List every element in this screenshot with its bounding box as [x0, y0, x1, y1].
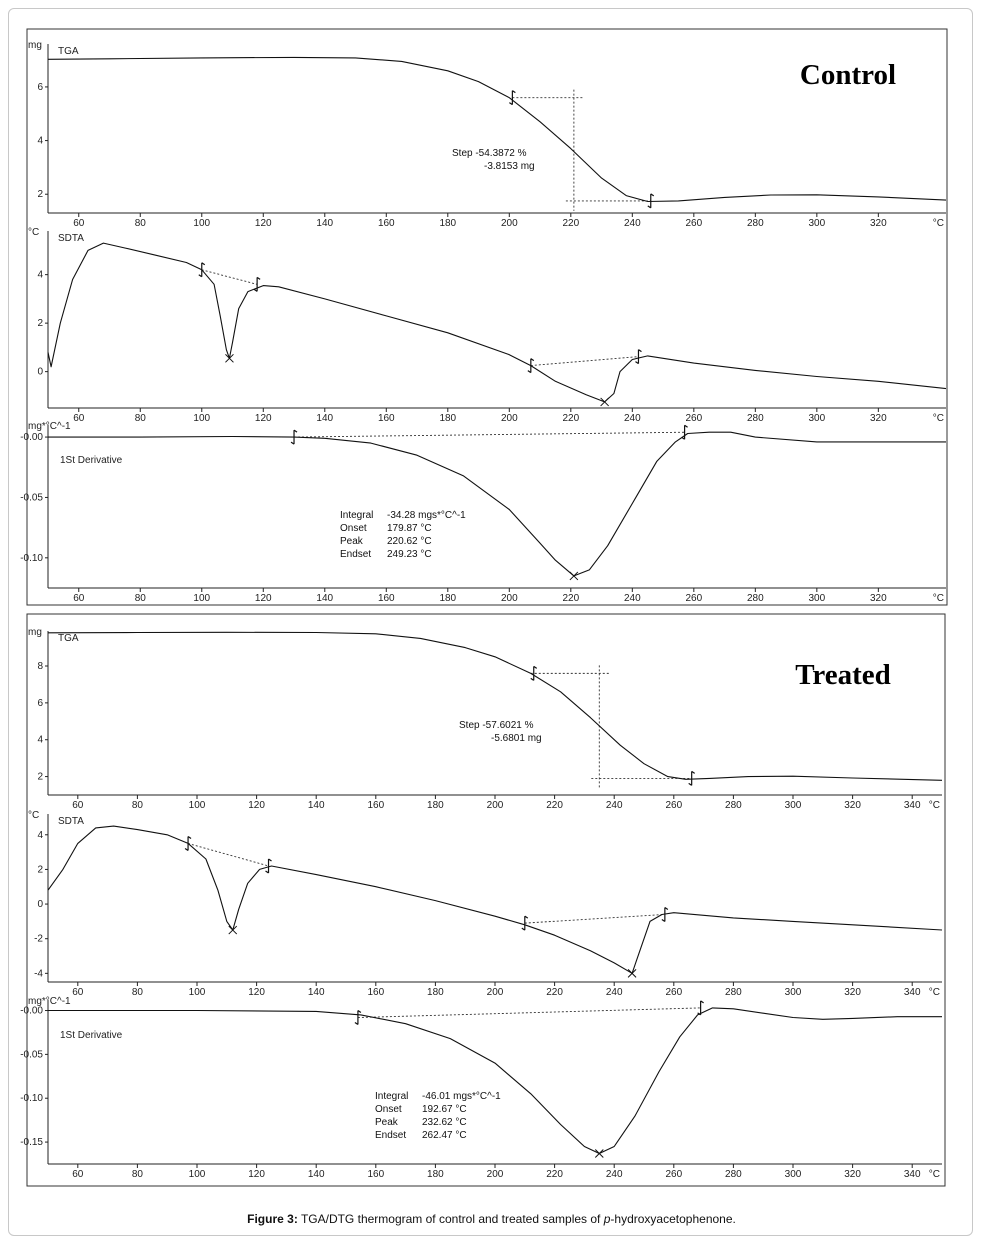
sdta-x-tick-label: 300	[784, 987, 802, 998]
tga-y-unit: mg	[28, 627, 42, 638]
caption-text: TGA/DTG thermogram of control and treated samples of	[300, 1212, 604, 1226]
figure-caption	[0, 1212, 983, 1226]
deriv-x-tick-label: 260	[685, 593, 703, 604]
sdta-x-tick-label: 60	[72, 987, 84, 998]
tga-x-tick-label: 300	[808, 218, 826, 229]
sdta-x-tick-label: 180	[427, 987, 444, 998]
sdta-y-tick-label: 0	[37, 366, 43, 378]
tga-x-tick-label: 220	[562, 218, 580, 229]
tga-panel-label: TGA	[58, 46, 79, 57]
tga-x-tick-label: 140	[316, 218, 334, 229]
caption-label: Figure 3:	[247, 1212, 298, 1226]
deriv-x-tick-label: 300	[784, 1169, 802, 1180]
deriv-annotation-label: Onset	[340, 523, 367, 534]
sdta-series-line	[48, 826, 942, 973]
deriv-annotation-value: -34.28 mgs*°C^-1	[387, 510, 466, 521]
sdta-limit-marker	[185, 836, 191, 850]
tga-y-tick-label: 6	[37, 81, 43, 93]
sdta-x-tick-label: 80	[131, 987, 143, 998]
deriv-x-tick-label: 180	[439, 593, 457, 604]
tga-x-tick-label: 200	[500, 218, 518, 229]
sdta-y-unit: °C	[28, 227, 40, 238]
tga-x-tick-label: 100	[188, 800, 206, 811]
deriv-x-tick-label: 140	[316, 593, 334, 604]
sdta-y-unit: °C	[28, 810, 40, 821]
tga-series-line	[48, 632, 942, 780]
sdta-limit-marker	[199, 263, 205, 277]
sdta-x-tick-label: 100	[193, 413, 211, 424]
sdta-limit-marker	[254, 277, 260, 291]
tga-x-tick-label: 140	[307, 800, 325, 811]
sdta-x-tick-label: 260	[685, 413, 703, 424]
sdta-x-tick-label: 200	[500, 413, 518, 424]
deriv-x-tick-label: 300	[808, 593, 826, 604]
sdta-x-unit: °C	[928, 987, 940, 998]
deriv-x-tick-label: 260	[665, 1169, 683, 1180]
deriv-panel-label: 1St Derivative	[60, 1030, 123, 1041]
deriv-baseline	[294, 432, 685, 437]
tga-x-tick-label: 160	[377, 218, 395, 229]
control-chart-border	[27, 29, 947, 605]
tga-x-tick-label: 220	[546, 800, 563, 811]
sdta-x-tick-label: 220	[562, 413, 580, 424]
deriv-panel-label: 1St Derivative	[60, 455, 123, 466]
deriv-y-unit: mg*°C^-1	[28, 421, 71, 432]
deriv-x-unit: °C	[932, 593, 944, 604]
deriv-annotation-label: Integral	[375, 1091, 409, 1102]
sdta-x-unit: °C	[932, 413, 944, 424]
sdta-peak-marker	[229, 926, 237, 934]
tga-x-tick-label: 120	[248, 800, 265, 811]
sdta-y-tick-label: -2	[34, 933, 43, 945]
tga-x-tick-label: 60	[72, 800, 84, 811]
deriv-x-tick-label: 160	[367, 1169, 385, 1180]
sdta-baseline	[202, 270, 257, 285]
deriv-y-tick-label: -0.10	[20, 1093, 43, 1105]
deriv-limit-marker	[355, 1011, 361, 1025]
deriv-x-tick-label: 220	[562, 593, 580, 604]
tga-x-tick-label: 200	[486, 800, 504, 811]
deriv-x-tick-label: 200	[500, 593, 518, 604]
tga-x-tick-label: 60	[73, 218, 85, 229]
tga-x-tick-label: 340	[903, 800, 921, 811]
deriv-annotation-value: 192.67 °C	[422, 1104, 467, 1115]
deriv-y-tick-label: -0.05	[20, 1049, 43, 1061]
tga-x-tick-label: 280	[725, 800, 742, 811]
deriv-annotation-value: 262.47 °C	[422, 1130, 467, 1141]
tga-x-unit: °C	[928, 800, 940, 811]
deriv-y-tick-label: -0.00	[20, 1005, 43, 1017]
tga-x-tick-label: 100	[193, 218, 211, 229]
deriv-x-tick-label: 60	[72, 1169, 84, 1180]
treated-sdta-panel	[28, 810, 942, 998]
treated-deriv-panel	[20, 996, 942, 1180]
deriv-x-tick-label: 340	[903, 1169, 921, 1180]
sdta-y-tick-label: 4	[37, 829, 43, 841]
sdta-x-tick-label: 80	[134, 413, 146, 424]
tga-y-tick-label: 8	[37, 661, 43, 673]
control-chart	[20, 29, 947, 605]
deriv-x-tick-label: 80	[131, 1169, 143, 1180]
sdta-x-tick-label: 240	[623, 413, 641, 424]
deriv-series-line	[48, 432, 946, 576]
control-deriv-panel	[20, 421, 946, 604]
tga-x-unit: °C	[932, 218, 944, 229]
sdta-x-tick-label: 300	[808, 413, 826, 424]
deriv-y-tick-label: -0.15	[20, 1137, 43, 1149]
deriv-x-tick-label: 120	[254, 593, 272, 604]
tga-x-tick-label: 160	[367, 800, 385, 811]
tga-limit-marker	[509, 91, 515, 105]
sdta-y-tick-label: 4	[37, 269, 43, 281]
sdta-x-tick-label: 280	[725, 987, 742, 998]
sdta-x-tick-label: 320	[869, 413, 887, 424]
sdta-x-tick-label: 240	[605, 987, 623, 998]
sdta-y-tick-label: -4	[34, 968, 43, 980]
caption-italic: p	[603, 1212, 611, 1226]
tga-step-percent: Step -54.3872 %	[452, 148, 527, 159]
deriv-annotation-value: 249.23 °C	[387, 549, 432, 560]
sdta-x-tick-label: 180	[439, 413, 457, 424]
sdta-x-tick-label: 120	[254, 413, 272, 424]
tga-x-tick-label: 260	[665, 800, 683, 811]
treated-chart	[20, 614, 945, 1186]
deriv-peak-marker	[570, 572, 578, 580]
deriv-annotation-label: Endset	[375, 1130, 407, 1141]
sdta-x-tick-label: 140	[316, 413, 334, 424]
deriv-x-tick-label: 280	[746, 593, 764, 604]
tga-y-tick-label: 2	[37, 771, 43, 783]
deriv-y-unit: mg*°C^-1	[28, 996, 71, 1007]
sdta-y-tick-label: 0	[37, 899, 43, 911]
sdta-x-tick-label: 60	[73, 413, 85, 424]
tga-step-percent: Step -57.6021 %	[459, 720, 534, 731]
tga-y-tick-label: 4	[37, 734, 43, 746]
deriv-x-tick-label: 320	[869, 593, 887, 604]
sdta-x-tick-label: 160	[377, 413, 395, 424]
sdta-x-tick-label: 260	[665, 987, 683, 998]
tga-x-tick-label: 320	[869, 218, 887, 229]
sdta-limit-marker	[522, 916, 528, 930]
tga-x-tick-label: 280	[746, 218, 764, 229]
control-sdta-panel	[28, 227, 946, 424]
sdta-baseline	[531, 357, 639, 366]
deriv-x-tick-label: 60	[73, 593, 85, 604]
deriv-annotation-value: 179.87 °C	[387, 523, 432, 534]
sdta-x-tick-label: 340	[903, 987, 921, 998]
tga-step-mass: -3.8153 mg	[484, 161, 535, 172]
tga-x-tick-label: 180	[439, 218, 457, 229]
deriv-baseline	[358, 1008, 701, 1018]
deriv-annotation-value: 232.62 °C	[422, 1117, 467, 1128]
tga-panel-label: TGA	[58, 633, 79, 644]
sdta-limit-marker	[528, 359, 534, 373]
sdta-panel-label: SDTA	[58, 816, 84, 827]
deriv-x-tick-label: 160	[377, 593, 395, 604]
sdta-x-tick-label: 280	[746, 413, 764, 424]
tga-x-tick-label: 80	[134, 218, 146, 229]
sdta-x-tick-label: 120	[248, 987, 265, 998]
sdta-peak-marker	[628, 969, 636, 977]
deriv-annotation-label: Peak	[340, 536, 363, 547]
deriv-x-tick-label: 280	[725, 1169, 742, 1180]
sdta-x-tick-label: 200	[486, 987, 504, 998]
deriv-series-line	[48, 1008, 942, 1154]
deriv-y-tick-label: -0.10	[20, 552, 43, 564]
treated-title: Treated	[795, 659, 891, 691]
deriv-x-tick-label: 120	[248, 1169, 265, 1180]
tga-x-tick-label: 120	[254, 218, 272, 229]
tga-x-tick-label: 180	[427, 800, 444, 811]
deriv-x-tick-label: 240	[605, 1169, 623, 1180]
deriv-annotation-label: Peak	[375, 1117, 398, 1128]
deriv-x-tick-label: 100	[193, 593, 211, 604]
caption-text-end: -hydroxyacetophenone.	[610, 1212, 736, 1226]
deriv-x-unit: °C	[928, 1169, 940, 1180]
deriv-annotation-label: Onset	[375, 1104, 402, 1115]
sdta-x-tick-label: 100	[188, 987, 206, 998]
sdta-series-line	[48, 243, 946, 402]
deriv-x-tick-label: 220	[546, 1169, 563, 1180]
tga-step-mass: -5.6801 mg	[491, 733, 542, 744]
tga-x-tick-label: 260	[685, 218, 703, 229]
tga-y-tick-label: 2	[37, 189, 43, 201]
deriv-y-tick-label: -0.05	[20, 492, 43, 504]
sdta-x-tick-label: 320	[844, 987, 861, 998]
sdta-x-tick-label: 140	[307, 987, 325, 998]
tga-x-tick-label: 320	[844, 800, 861, 811]
tga-limit-marker	[689, 771, 695, 785]
deriv-annotation-label: Endset	[340, 549, 372, 560]
tga-y-unit: mg	[28, 40, 42, 51]
tga-x-tick-label: 240	[623, 218, 641, 229]
deriv-x-tick-label: 80	[134, 593, 146, 604]
deriv-x-tick-label: 180	[427, 1169, 444, 1180]
deriv-x-tick-label: 240	[623, 593, 641, 604]
deriv-x-tick-label: 320	[844, 1169, 861, 1180]
control-title: Control	[799, 59, 897, 91]
sdta-baseline	[188, 843, 268, 866]
deriv-annotation-value: 220.62 °C	[387, 536, 432, 547]
sdta-y-tick-label: 2	[37, 864, 43, 876]
sdta-y-tick-label: 2	[37, 318, 43, 330]
tga-x-tick-label: 240	[605, 800, 623, 811]
deriv-x-tick-label: 100	[188, 1169, 206, 1180]
tga-x-tick-label: 300	[784, 800, 802, 811]
deriv-annotation-label: Integral	[340, 510, 374, 521]
tga-y-tick-label: 4	[37, 135, 43, 147]
sdta-x-tick-label: 220	[546, 987, 563, 998]
deriv-x-tick-label: 200	[486, 1169, 504, 1180]
sdta-x-tick-label: 160	[367, 987, 385, 998]
treated-tga-panel	[28, 627, 942, 811]
sdta-peak-marker	[601, 398, 609, 406]
sdta-panel-label: SDTA	[58, 233, 84, 244]
deriv-peak-marker	[595, 1149, 603, 1157]
deriv-annotation-value: -46.01 mgs*°C^-1	[422, 1091, 501, 1102]
tga-y-tick-label: 6	[37, 697, 43, 709]
deriv-x-tick-label: 140	[307, 1169, 325, 1180]
sdta-baseline	[525, 914, 665, 923]
tga-x-tick-label: 80	[131, 800, 143, 811]
deriv-y-tick-label: -0.00	[20, 432, 43, 444]
